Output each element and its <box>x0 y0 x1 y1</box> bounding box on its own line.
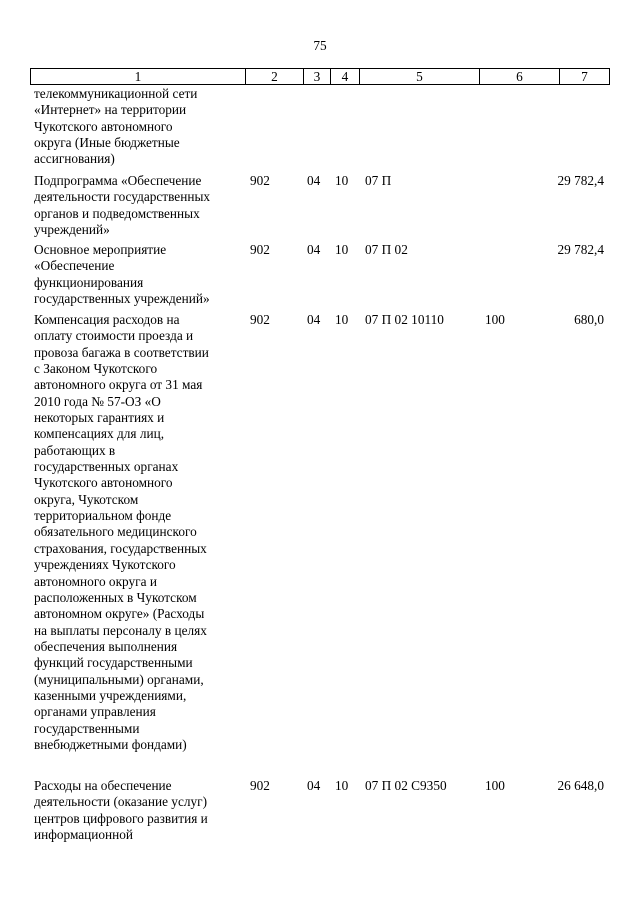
row-section: 04 <box>307 778 321 793</box>
row-subsection: 10 <box>335 242 349 257</box>
row-expense-type: 100 <box>485 312 505 327</box>
row-amount: 680,0 <box>574 312 604 327</box>
header-col-1: 1 <box>31 69 246 84</box>
row-name: Подпрограмма «Обеспечение деятельности государственных органов и подведомственных учреждений» <box>34 173 211 238</box>
row-subsection: 10 <box>335 173 349 188</box>
row-subsection: 10 <box>335 778 349 793</box>
header-col-2: 2 <box>246 69 304 84</box>
row-name: телекоммуникационной сети «Интернет» на территории Чукотского автономного округа (Иные бюджетные ассигнования) <box>34 86 198 167</box>
header-col-3: 3 <box>304 69 331 84</box>
row-section: 04 <box>307 242 321 257</box>
header-col-4: 4 <box>331 69 360 84</box>
row-subsection: 10 <box>335 312 349 327</box>
header-col-7: 7 <box>581 69 588 84</box>
row-section: 04 <box>307 312 321 327</box>
row-target-article: 07 П 02 <box>365 242 408 257</box>
row-code-ministry: 902 <box>250 173 270 188</box>
row-amount: 29 782,4 <box>557 242 604 257</box>
table-header <box>30 68 610 85</box>
row-code-ministry: 902 <box>250 312 270 327</box>
header-col-6: 6 <box>480 69 560 84</box>
row-code-ministry: 902 <box>250 242 270 257</box>
row-target-article: 07 П <box>365 173 392 188</box>
row-name: Расходы на обеспечение деятельности (оказание услуг) центров цифрового развития и информационной <box>34 778 208 843</box>
row-section: 04 <box>307 173 321 188</box>
row-target-article: 07 П 02 10110 <box>365 312 444 327</box>
row-name: Основное мероприятие «Обеспечение функционирования государственных учреждений» <box>34 242 210 307</box>
row-expense-type: 100 <box>485 778 505 793</box>
row-target-article: 07 П 02 С9350 <box>365 778 447 793</box>
row-code-ministry: 902 <box>250 778 270 793</box>
page-number: 75 <box>313 38 327 53</box>
row-name: Компенсация расходов на оплату стоимости проезда и провоза багажа в соответствии с Законом Чукотского автономного округа от 31 мая 2010 года № 57-ОЗ «О некоторых гарантиях и компенсациях для лиц, работающих в государственных органах Чукотского автономного округа, Чукотском территориальном фонде обязательного медицинского страхования, государственных учреждениях Чукотского автономного округа и расположенных в Чукотском автономном округе» (Расходы на выплаты персоналу в целях обеспечения выполнения функций государственными (муниципальными) органами, казенными учреждениями, органами управления государственными внебюджетными фондами) <box>34 312 209 752</box>
header-col-5: 5 <box>360 69 480 84</box>
row-amount: 29 782,4 <box>557 173 604 188</box>
row-amount: 26 648,0 <box>557 778 604 793</box>
